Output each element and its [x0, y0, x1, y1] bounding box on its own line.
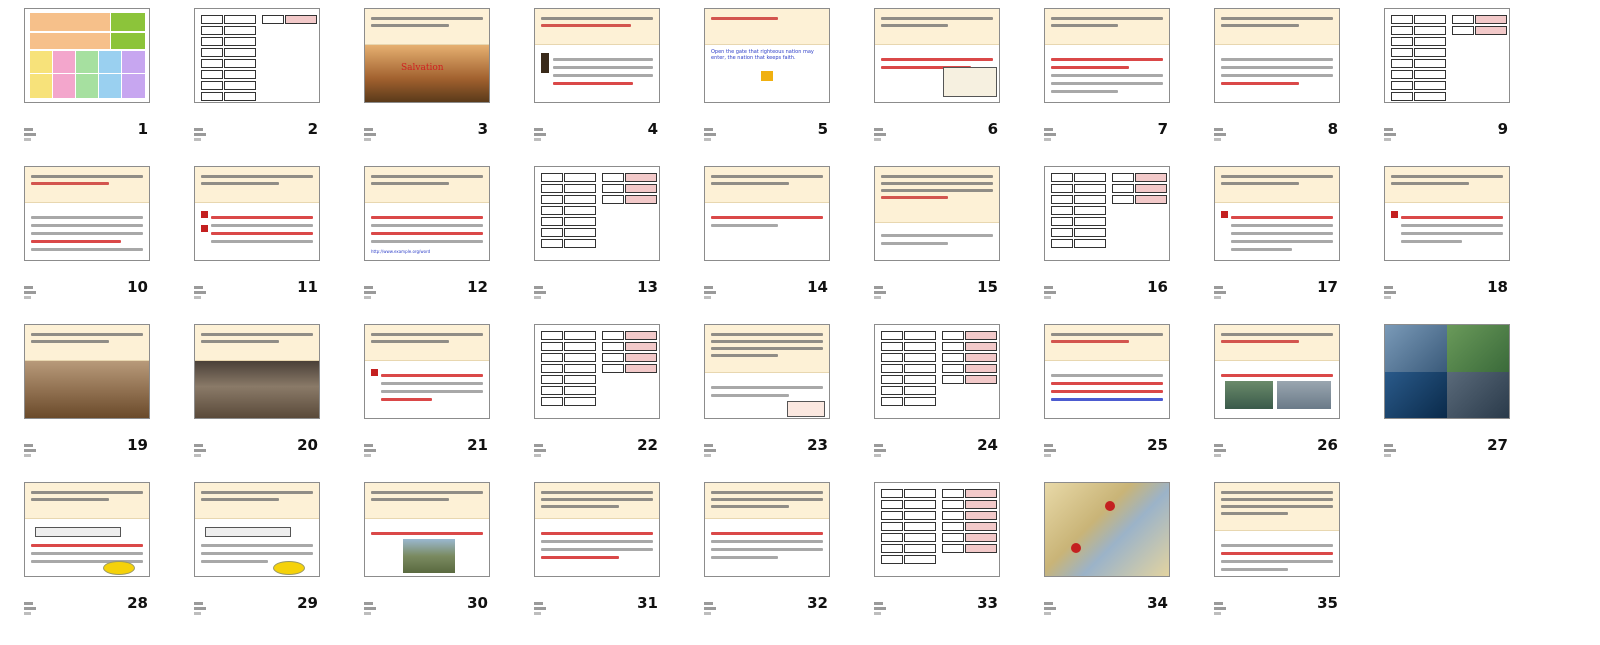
- slide-thumbnail-5[interactable]: [680, 0, 832, 148]
- slide-icon: [534, 128, 548, 142]
- slide-icon: [534, 602, 548, 616]
- slide-thumbnail-31[interactable]: [510, 474, 662, 622]
- slide-icon: [24, 286, 38, 300]
- slide-number: 5: [817, 120, 828, 138]
- slide-icon: [364, 444, 378, 458]
- slide-number: 15: [977, 278, 998, 296]
- slide-thumbnail-14[interactable]: [680, 158, 832, 306]
- slide-thumbnail-24[interactable]: [850, 316, 1002, 464]
- slide-thumbnail-10[interactable]: [0, 158, 152, 306]
- slide-preview[interactable]: [24, 482, 150, 577]
- slide-thumbnail-6[interactable]: [850, 0, 1002, 148]
- slide-number: 8: [1327, 120, 1338, 138]
- slide-number: 22: [637, 436, 658, 454]
- slide-thumbnail-1[interactable]: [0, 0, 152, 148]
- slide-thumbnail-13[interactable]: [510, 158, 662, 306]
- slide-preview[interactable]: [874, 166, 1000, 261]
- slide-icon: [1214, 602, 1228, 616]
- slide-icon: [1044, 444, 1058, 458]
- slide-preview[interactable]: [1044, 166, 1170, 261]
- slide-thumbnail-20[interactable]: [170, 316, 322, 464]
- slide-number: 31: [637, 594, 658, 612]
- slide-number: 14: [807, 278, 828, 296]
- slide-icon: [24, 444, 38, 458]
- slide-icon: [534, 286, 548, 300]
- slide-preview[interactable]: [1214, 482, 1340, 577]
- slide-preview[interactable]: [704, 8, 830, 103]
- slide-caption: Salvation: [401, 63, 444, 73]
- slide-preview[interactable]: [1214, 324, 1340, 419]
- slide-number: 4: [647, 120, 658, 138]
- slide-thumbnail-25[interactable]: [1020, 316, 1172, 464]
- slide-icon: [1384, 444, 1398, 458]
- slide-thumbnail-19[interactable]: [0, 316, 152, 464]
- slide-thumbnail-3[interactable]: [340, 0, 492, 148]
- slide-thumbnail-17[interactable]: [1190, 158, 1342, 306]
- slide-preview[interactable]: [194, 8, 320, 103]
- slide-thumbnail-22[interactable]: [510, 316, 662, 464]
- slide-thumbnail-33[interactable]: [850, 474, 1002, 622]
- slide-thumbnail-26[interactable]: [1190, 316, 1342, 464]
- slide-icon: [194, 602, 208, 616]
- slide-thumbnail-11[interactable]: [170, 158, 322, 306]
- slide-preview[interactable]: [534, 8, 660, 103]
- slide-preview[interactable]: [194, 482, 320, 577]
- slide-icon: [1214, 444, 1228, 458]
- slide-number: 9: [1497, 120, 1508, 138]
- slide-preview[interactable]: [704, 166, 830, 261]
- slide-thumbnail-28[interactable]: [0, 474, 152, 622]
- slide-preview[interactable]: [874, 482, 1000, 577]
- slide-number: 23: [807, 436, 828, 454]
- slide-icon: [1384, 128, 1398, 142]
- slide-icon: [1384, 286, 1398, 300]
- slide-thumbnail-16[interactable]: [1020, 158, 1172, 306]
- slide-icon: [194, 444, 208, 458]
- slide-preview[interactable]: [704, 324, 830, 419]
- slide-number: 33: [977, 594, 998, 612]
- slide-icon: [704, 602, 718, 616]
- slide-number: 2: [307, 120, 318, 138]
- slide-number: 24: [977, 436, 998, 454]
- slide-number: 1: [137, 120, 148, 138]
- slide-number: 26: [1317, 436, 1338, 454]
- slide-icon: [364, 602, 378, 616]
- slide-number: 19: [127, 436, 148, 454]
- slide-preview[interactable]: [874, 324, 1000, 419]
- slide-thumbnail-12[interactable]: [340, 158, 492, 306]
- slide-icon: [194, 286, 208, 300]
- slide-preview[interactable]: [1214, 166, 1340, 261]
- slide-thumbnail-9[interactable]: [1360, 0, 1512, 148]
- slide-icon: [874, 444, 888, 458]
- slide-preview[interactable]: [1384, 166, 1510, 261]
- slide-link[interactable]: http://www.example.org/word: [371, 249, 431, 254]
- slide-preview[interactable]: [534, 482, 660, 577]
- slide-preview[interactable]: [364, 166, 490, 261]
- slide-number: 10: [127, 278, 148, 296]
- slide-number: 21: [467, 436, 488, 454]
- slide-icon: [874, 602, 888, 616]
- slide-number: 28: [127, 594, 148, 612]
- slide-thumbnail-15[interactable]: [850, 158, 1002, 306]
- slide-number: 13: [637, 278, 658, 296]
- slide-thumbnail-27[interactable]: [1360, 316, 1512, 464]
- slide-thumbnail-29[interactable]: [170, 474, 322, 622]
- slide-thumbnail-23[interactable]: [680, 316, 832, 464]
- slide-preview[interactable]: [194, 166, 320, 261]
- slide-number: 34: [1147, 594, 1168, 612]
- slide-thumbnail-34[interactable]: [1020, 474, 1172, 622]
- slide-icon: [1044, 286, 1058, 300]
- slide-number: 6: [987, 120, 998, 138]
- slide-number: 30: [467, 594, 488, 612]
- slide-number: 17: [1317, 278, 1338, 296]
- slide-number: 35: [1317, 594, 1338, 612]
- slide-preview[interactable]: [1384, 324, 1510, 419]
- slide-number: 29: [297, 594, 318, 612]
- slide-preview[interactable]: [364, 482, 490, 577]
- slide-thumbnail-2[interactable]: [170, 0, 322, 148]
- slide-icon: [1044, 128, 1058, 142]
- slide-icon: [704, 286, 718, 300]
- slide-preview[interactable]: [534, 324, 660, 419]
- slide-icon: [534, 444, 548, 458]
- slide-preview[interactable]: [24, 8, 150, 103]
- slide-number: 27: [1487, 436, 1508, 454]
- slide-icon: [704, 444, 718, 458]
- slide-preview[interactable]: [24, 324, 150, 419]
- slide-thumbnail-18[interactable]: [1360, 158, 1512, 306]
- slide-icon: [704, 128, 718, 142]
- slide-icon: [874, 128, 888, 142]
- slide-number: 11: [297, 278, 318, 296]
- slide-number: 20: [297, 436, 318, 454]
- slide-icon: [364, 286, 378, 300]
- slide-thumbnail-21[interactable]: [340, 316, 492, 464]
- slide-icon: [364, 128, 378, 142]
- slide-preview[interactable]: [1214, 8, 1340, 103]
- slide-thumbnail-30[interactable]: [340, 474, 492, 622]
- slide-preview[interactable]: [1044, 324, 1170, 419]
- slide-preview[interactable]: [194, 324, 320, 419]
- slide-icon: [1044, 602, 1058, 616]
- slide-preview[interactable]: [1044, 482, 1170, 577]
- slide-number: 16: [1147, 278, 1168, 296]
- slide-preview[interactable]: [874, 8, 1000, 103]
- slide-number: 12: [467, 278, 488, 296]
- slide-number: 3: [477, 120, 488, 138]
- slide-number: 18: [1487, 278, 1508, 296]
- slide-icon: [1214, 286, 1228, 300]
- slide-preview[interactable]: [24, 166, 150, 261]
- slide-number: 25: [1147, 436, 1168, 454]
- slide-icon: [24, 128, 38, 142]
- slide-thumbnail-4[interactable]: [510, 0, 662, 148]
- slide-preview[interactable]: [364, 324, 490, 419]
- slide-preview[interactable]: [364, 8, 490, 103]
- slide-thumbnail-32[interactable]: [680, 474, 832, 622]
- slide-number: 7: [1157, 120, 1168, 138]
- slide-icon: [1214, 128, 1228, 142]
- slide-thumbnail-7[interactable]: [1020, 0, 1172, 148]
- slide-number: 32: [807, 594, 828, 612]
- slide-preview[interactable]: [1384, 8, 1510, 103]
- slide-preview[interactable]: [1044, 8, 1170, 103]
- slide-thumbnail-35[interactable]: [1190, 474, 1342, 622]
- slide-preview[interactable]: [534, 166, 660, 261]
- slide-preview[interactable]: [704, 482, 830, 577]
- slide-icon: [24, 602, 38, 616]
- slide-icon: [194, 128, 208, 142]
- slide-icon: [874, 286, 888, 300]
- slide-thumbnail-8[interactable]: [1190, 0, 1342, 148]
- slide-quote: Open the gate that righteous nation may enter, the nation that keeps faith.: [711, 49, 814, 61]
